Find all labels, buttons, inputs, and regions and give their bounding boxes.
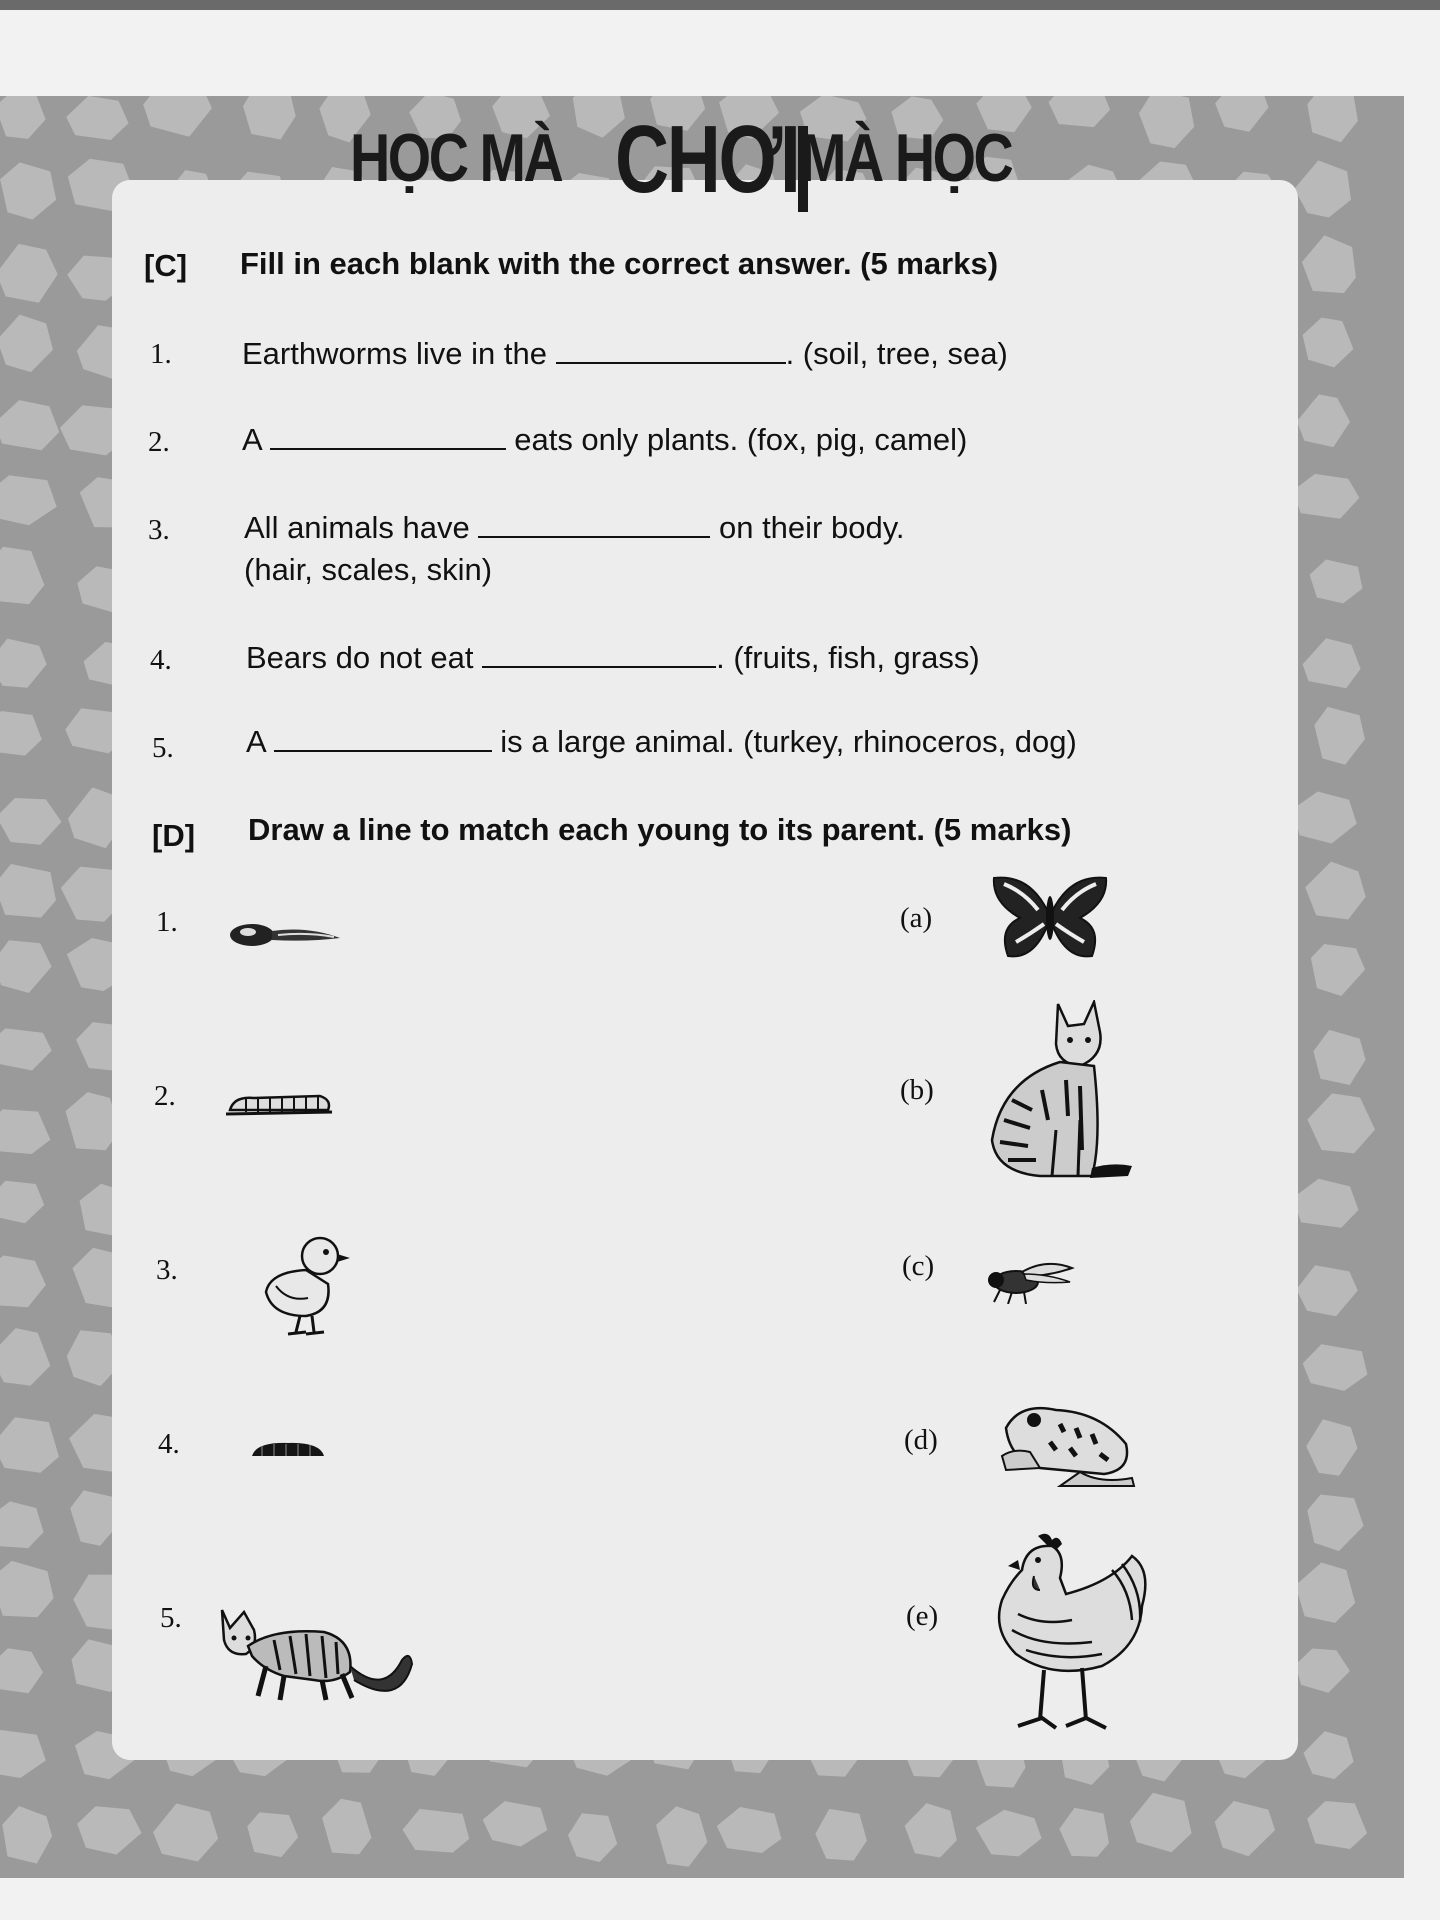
pattern-stone [1215,96,1268,132]
pattern-stone [1307,96,1358,142]
chick-icon[interactable] [258,1232,358,1340]
question-text-after: . (soil, tree, sea) [785,336,1008,371]
pattern-stone [0,400,59,450]
pattern-stone [0,244,58,303]
question-text-before: All animals have [244,510,470,545]
pattern-stone [0,475,57,525]
pattern-stone [1306,1419,1357,1476]
title-part-2: CHƠI [615,106,799,213]
pattern-stone [717,1807,782,1853]
question-4 [246,638,980,676]
pattern-stone [1293,792,1357,844]
pattern-stone [0,639,47,688]
pattern-stone [143,96,212,137]
answer-blank-1[interactable] [556,334,786,364]
pattern-stone [1303,1344,1368,1391]
pattern-stone [1303,318,1354,368]
answer-blank-5[interactable] [274,722,492,752]
question-number: 2. [148,426,170,458]
pattern-stone [483,1801,548,1846]
pattern-stone [1313,1030,1365,1085]
pattern-stone [0,1648,43,1693]
pattern-stone [1310,560,1363,604]
pattern-stone [0,711,42,756]
title-part-3: MÀ HỌC [800,120,1012,196]
question-text-after: . (fruits, fish, grass) [716,640,980,675]
cat-icon[interactable] [982,1000,1132,1184]
pattern-stone [1311,944,1365,996]
kitten-icon[interactable] [214,1600,414,1710]
pattern-stone [1293,1179,1359,1228]
pattern-stone [0,798,62,845]
pattern-stone [0,315,53,373]
maggot-icon[interactable] [248,1438,328,1462]
pattern-stone [0,1561,54,1617]
pattern-stone [1296,1563,1356,1623]
question-3 [244,508,905,546]
pattern-stone [0,162,56,219]
section-d-heading: Draw a line to match each young to its parent. (5 marks) [248,812,1072,847]
section-c-heading: Fill in each blank with the correct answer. (5 marks) [240,246,999,281]
young-number-2: 2. [154,1080,176,1112]
fly-icon[interactable] [986,1254,1076,1304]
young-number-4: 4. [158,1428,180,1460]
pattern-stone [0,1028,52,1070]
pattern-stone [243,96,296,140]
pattern-stone [0,547,44,604]
question-text-before: Bears do not eat [246,640,474,675]
question-5 [246,722,1077,760]
parent-label-e: (e) [906,1600,939,1632]
page-title [340,106,1080,222]
pattern-stone [403,1809,470,1853]
pattern-stone [1215,1801,1275,1856]
pattern-stone [1293,474,1359,519]
question-text-before: Earthworms live in the [242,336,547,371]
pattern-stone [976,1810,1042,1857]
question-number: 1. [150,338,172,370]
parent-label-c: (c) [902,1250,935,1282]
answer-blank-4[interactable] [482,638,716,668]
pattern-stone [656,1806,707,1867]
parent-label-d: (d) [904,1424,938,1456]
pattern-stone [1130,1793,1192,1853]
scan-top-edge [0,0,1440,10]
pattern-stone [322,1799,371,1855]
pattern-stone [0,1417,59,1473]
answer-blank-3[interactable] [478,508,710,538]
pattern-stone [1297,394,1350,447]
question-1 [242,334,1008,372]
pattern-stone [1307,1093,1375,1153]
parent-label-a: (a) [900,902,933,934]
question-number: 5. [152,732,174,764]
question-text-before: A [242,422,261,457]
pattern-stone [1059,1808,1109,1857]
question-2 [242,420,967,458]
frog-icon[interactable] [1000,1398,1140,1488]
pattern-stone [1296,1265,1357,1316]
section-d-label: [D] [152,818,196,853]
pattern-stone [1303,638,1361,688]
pattern-stone [905,1803,957,1857]
tadpole-icon[interactable] [228,918,344,952]
question-text-before: A [246,724,265,759]
pattern-stone [0,1501,44,1548]
young-number-5: 5. [160,1602,182,1634]
pattern-stone [1139,96,1194,148]
pattern-stone [0,940,52,993]
pattern-stone [0,1181,44,1224]
pattern-stone [0,864,56,918]
section-c-label: [C] [144,248,188,283]
pattern-stone [0,1328,50,1386]
question-text-after: eats only plants. (fox, pig, camel) [514,422,968,457]
pattern-stone [0,1730,46,1778]
pattern-stone [77,1806,141,1854]
pattern-stone [1307,1801,1367,1849]
pattern-stone [1302,235,1356,293]
pattern-stone [1307,1495,1363,1552]
pattern-stone [247,1812,298,1857]
pattern-stone [1303,1731,1353,1779]
hen-icon[interactable] [982,1530,1152,1740]
pattern-stone [0,1255,46,1307]
caterpillar-icon[interactable] [224,1086,334,1120]
question-number: 4. [150,644,172,676]
young-number-3: 3. [156,1254,178,1286]
question-3-options: (hair, scales, skin) [244,552,493,587]
young-number-1: 1. [156,906,178,938]
pattern-stone [1305,862,1366,920]
question-text-after: on their body. [718,510,905,545]
question-text-after: is a large animal. (turkey, rhinoceros, dog) [500,724,1077,759]
butterfly-icon[interactable] [990,872,1110,964]
pattern-stone [0,96,46,139]
pattern-stone [153,1804,218,1862]
pattern-stone [1314,707,1365,765]
pattern-stone [1296,1649,1350,1693]
pattern-stone [66,96,128,140]
pattern-stone [568,1813,617,1862]
pattern-stone [2,1806,52,1864]
answer-blank-2[interactable] [270,420,506,450]
worksheet-panel [112,180,1298,1760]
pattern-stone [815,1809,867,1861]
pattern-stone [1294,160,1351,217]
parent-label-b: (b) [900,1074,934,1106]
pattern-stone [0,1109,50,1154]
question-number: 3. [148,514,170,546]
title-part-1: HỌC MÀ [350,120,562,196]
